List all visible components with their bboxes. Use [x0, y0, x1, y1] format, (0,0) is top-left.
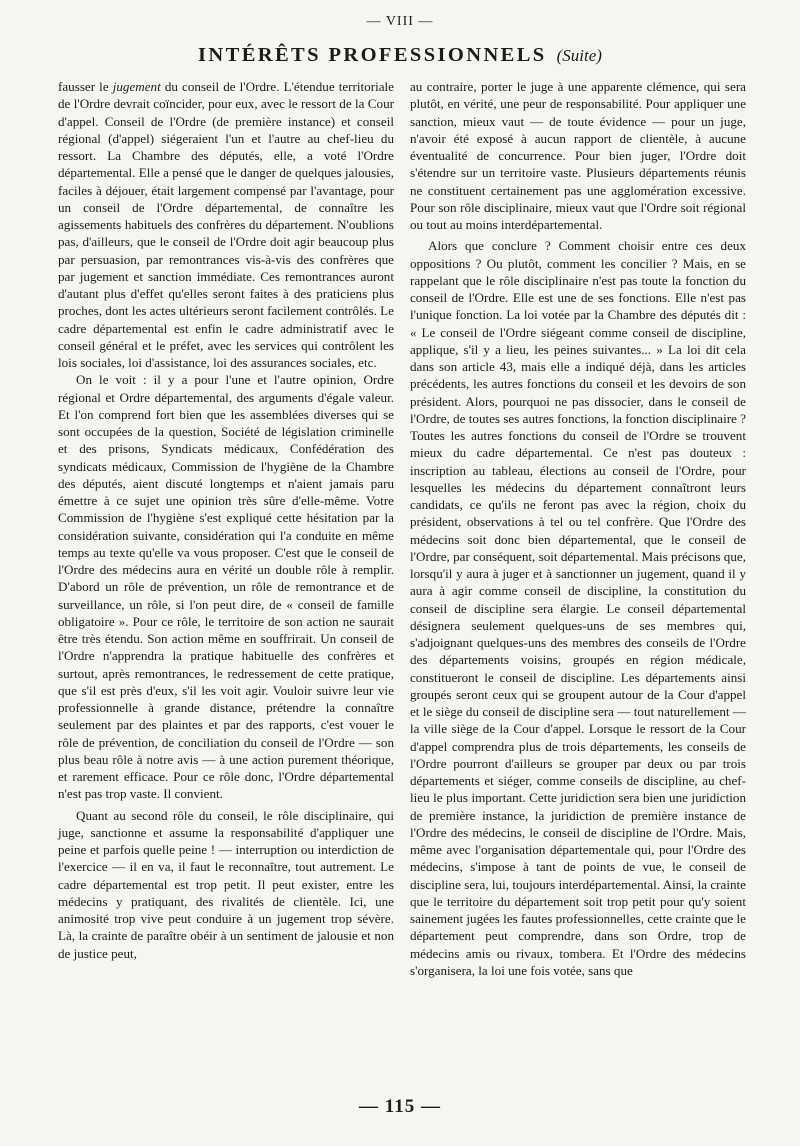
right-column: [410, 78, 746, 979]
page-number: — 115 —: [359, 1096, 441, 1117]
left-p1-rest: du conseil de l'Ordre. L'étendue territoriale de l'Ordre devrait coïncider, pour eux, avec le ressort de la Cour d'appel. Conseil de l'Ordre (de première instance) et conseil régional (d'appel) siégeraient l'un et l'autre au chef-lieu du ressort. La Chambre des députés, elle, a voté l'Ordre départemental. Elle a pensé que le danger de quelques jalousies, faciles à déjouer, était largement compensé par l'avantage, pour un conseil de l'Ordre départemental, de connaître les agissements habituels des confrères du département. N'oublions pas, d'ailleurs, que le conseil de l'Ordre doit agir beaucoup plus par persuasion, par remontrances vis-à-vis des confrères que par jugement et sanction immédiate. Ces remontrances auront d'autant plus d'effet qu'elles seront faites à des praticiens plus proches, dont les actes ultérieurs seront facilement contrôlés. Le cadre départemental est enfin le cadre administratif avec le conseil général et le préfet, avec les services qui contrôlent les lois sociales, loi d'assistance, loi des assurances sociales, etc.: [58, 79, 394, 370]
running-head: — VIII —: [366, 14, 434, 29]
right-paragraph-1: au contraire, porter le juge à une apparente clémence, qui sera plutôt, en vérité, une peur de responsabilité. Pour appliquer une sanction, mieux vaut — de toute évidence — pour un juge, n'avoir été exposé à aucun rapport de clientèle, à aucune éventualité de concurrence. Pour bien juger, l'Ordre doit s'étendre sur un territoire vaste. Plusieurs départements réunis ne constituent certainement pas une agglomération excessive. Pour son rôle disciplinaire, mieux vaut que l'Ordre soit régional ou tout au moins interdépartemental.: [410, 79, 746, 232]
section-title: [0, 44, 800, 67]
section-title-suffix: (Suite): [556, 46, 602, 65]
left-p1-italic-word: jugement: [112, 79, 161, 94]
left-paragraph-1: [58, 78, 394, 371]
section-title-main: INTÉRÊTS PROFESSIONNELS: [198, 44, 547, 66]
left-paragraph-3: Quant au second rôle du conseil, le rôle disciplinaire, qui juge, sanctionne et assume la responsabilité d'appliquer une peine et parfois quelle peine ! — interruption ou interdiction de l'exercice — il en va, il faut le reconnaître, tout autrement. Le cadre départemental est trop petit. Il peut exister, entre les médecins y pratiquant, des rivalités de clientèle. Ici, une animosité trop vive peut conduire à un jugement trop sévère. Là, la crainte de paraître obéir à un sentiment de jalousie et non de justice peut,: [58, 807, 394, 961]
left-p1-lead: fausser le: [58, 79, 113, 94]
right-paragraph-2: Alors que conclure ? Comment choisir entre ces deux oppositions ? Ou plutôt, comment les concilier ? Mais, en se rappelant que le rôle disciplinaire n'est pas toute la fonction du conseil de l'Ordre. Elle est une de ses fonctions. Elle n'est pas l'unique fonction. La loi votée par la Chambre des députés dit : « Le conseil de l'Ordre siégeant comme conseil de discipline, applique, s'il y a lieu, les peines suivantes... » La loi dit cela dans son article 43, mais elle a indiqué déjà, dans les articles précédents, les autres fonctions du conseil et les devoirs de son président. Alors, pourquoi ne pas dissocier, dans le conseil de l'Ordre, de toutes ses autres fonctions, la fonction disciplinaire ? Toutes les autres fonctions du conseil de l'Ordre se trouvent mieux du cadre départemental. Ce n'est pas douteux : inscription au tableau, élections au conseil de l'Ordre, pour lesquelles les médecins du département connaîtront leurs candidats, ce qu'ils ne feront pas avec la région, choix du président, observations à tel ou tel confrère. Que l'Ordre des médecins soit donc bien départemental, que le conseil de l'Ordre, par conséquent, soit départemental. Mais précisons que, lorsqu'il y aura à juger et à sanctionner un jugement, quand il y aura à agir comme conseil de discipline, la constitution du conseil de discipline sera élargie. Le conseil départemental désignera seulement quelques-uns de ses membres qui, s'adjoignant quelques-uns des membres des conseils de l'Ordre des départements voisins, groupés en région médicale, constitueront le conseil de discipline. Les départements ainsi groupés seront ceux qui se groupent autour de la Cour d'appel et le siège du conseil de discipline sera — tout naturellement — la ville siège de la Cour d'appel. Lorsque le ressort de la Cour d'appel comprendra plus de trois départements, les conseils de l'Ordre pourront d'ailleurs se grouper par deux ou par trois départements et siéger, comme conseils de discipline, au chef-lieu le plus important. Cette juridiction sera bien une juridiction de première instance, la juridiction de première instance de l'Ordre des médecins, le conseil de discipline de l'Ordre. Mais, même avec l'organisation départementale qui, pour l'Ordre des médecins, s'impose à tant de points de vue, le conseil de discipline sera, lui, toujours interdépartemental. Ainsi, la crainte que le territoire du département soit trop petit pour qu'y soient sainement jugées les fautes professionnelles, cette crainte que le département peut comprendre, dans son Ordre, trop de médecins amis ou rivaux, tombera. Et l'Ordre des médecins s'organisera, la loi une fois votée, sans que: [410, 238, 746, 978]
left-column: [58, 78, 394, 962]
left-paragraph-2: On le voit : il y a pour l'une et l'autre opinion, Ordre régional et Ordre départemental, des arguments d'égale valeur. Et l'on comprend fort bien que les assemblées diverses qui se sont occupées de la question, Société de législation criminelle et des prisons, Syndicats médicaux, Confédération des syndicats médicaux, Commission de l'hygiène de la Chambre des députés, aient discuté longtemps et n'aient jamais paru émettre à ce sujet une opinion très sûre d'elle-même. Votre Commission de l'hygiène s'est expliqué cette hésitation par la considération suivante, considération qui l'a conduite en même temps au texte qu'elle va vous proposer. C'est que le conseil de l'Ordre des médecins aura en vérité un double rôle à remplir. D'abord un rôle de prévention, un rôle de remontrance et de surveillance, un rôle, si l'on peut dire, de « conseil de famille obligatoire ». Pour ce rôle, le territoire de son action ne saurait être très étendu. Son action même en souffrirait. Un conseil de l'Ordre n'apprendra la pratique habituelle des confrères et surtout, après remontrances, le redressement de cette pratique, que s'il est près d'eux, s'il les voit agir. Vouloir suivre leur vie professionnelle à grande distance, prétendre la connaître seulement par des plaintes et par des rapports, c'est vouer le rôle de prévention, de conciliation du conseil de l'Ordre — son plus beau rôle à notre avis — à une action purement théorique, et rarement efficace. Pour ce rôle donc, l'Ordre départemental n'est pas trop vaste. Il convient.: [58, 372, 394, 802]
